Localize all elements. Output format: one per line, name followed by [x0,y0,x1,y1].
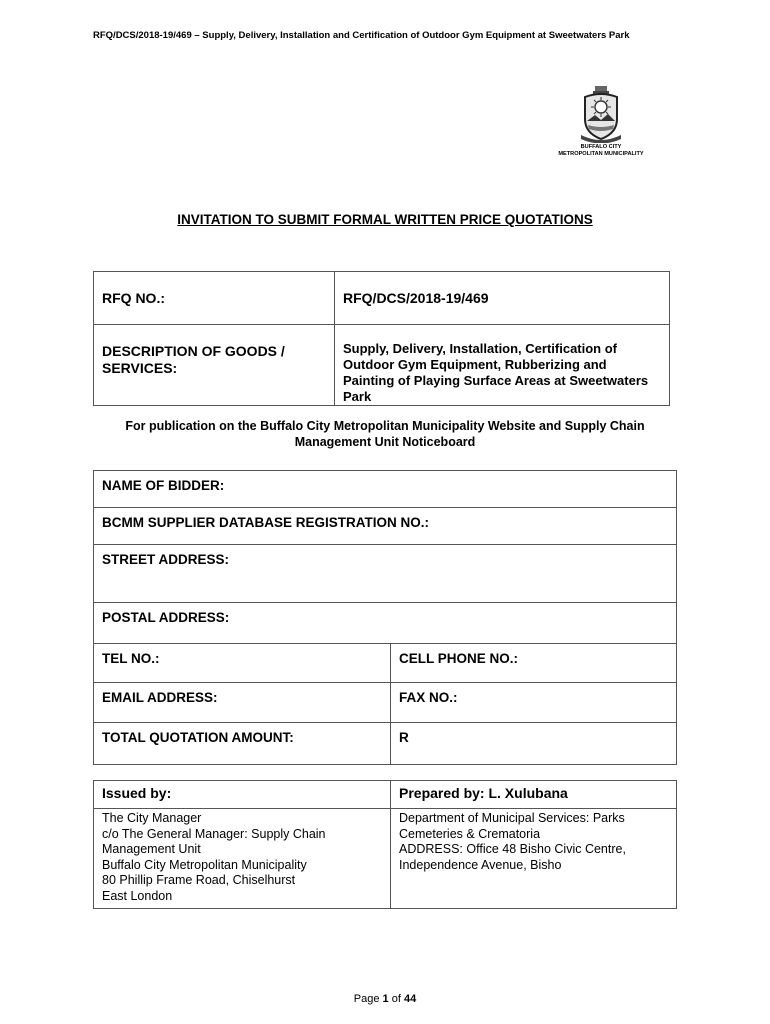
issued-by-line: East London [102,888,173,903]
running-header: RFQ/DCS/2018-19/469 – Supply, Delivery, Installation and Certification of Outdoor Gym Equipment at Sweetwaters Park [93,30,630,41]
page-total: 44 [403,993,417,1005]
issued-by-label: Issued by: [94,781,391,809]
municipality-logo [556,85,646,165]
page-current: 1 [382,993,389,1005]
prepared-by-address [391,809,677,909]
issued-by-line: Buffalo City Metropolitan Municipality [102,857,307,872]
issuer-table [93,780,677,909]
street-address-field[interactable]: STREET ADDRESS: [94,545,677,603]
rfq-number-label: RFQ NO.: [94,272,335,325]
total-amount-row [94,723,677,765]
issuer-header-row [94,781,677,809]
bidder-name-row [94,471,677,508]
issued-by-line: c/o The General Manager: Supply Chain Management Unit [102,826,326,856]
bidder-details-table [93,470,677,765]
street-address-row [94,545,677,603]
email-fax-row [94,683,677,723]
registration-row [94,508,677,545]
coat-of-arms-icon [579,85,623,143]
prepared-by-label: Prepared by: L. Xulubana [391,781,677,809]
page-of: of [388,993,404,1005]
page-prefix: Page [353,993,383,1005]
email-address-field[interactable]: EMAIL ADDRESS: [94,683,391,723]
issued-by-address [94,809,391,909]
fax-number-field[interactable]: FAX NO.: [391,683,677,723]
description-value: Supply, Delivery, Installation, Certification of Outdoor Gym Equipment, Rubberizing and Painting of Playing Surface Areas at Sweetwaters Park [335,325,670,406]
description-label: DESCRIPTION OF GOODS / SERVICES: [94,325,335,406]
prepared-by-line: Department of Municipal Services: Parks Cemeteries & Crematoria [399,811,625,841]
cell-phone-field[interactable]: CELL PHONE NO.: [391,644,677,683]
tel-number-field[interactable]: TEL NO.: [94,644,391,683]
publication-note: For publication on the Buffalo City Metropolitan Municipality Website and Supply Chain Management Unit Noticeboard [125,419,645,449]
page-title: INVITATION TO SUBMIT FORMAL WRITTEN PRICE QUOTATIONS [177,212,593,227]
total-amount-field[interactable]: R [391,723,677,765]
rfq-number-row [94,272,670,325]
description-row [94,325,670,406]
bidder-name-field[interactable]: NAME OF BIDDER: [94,471,677,508]
issued-by-line: 80 Phillip Frame Road, Chiselhurst [102,873,296,887]
registration-number-field[interactable]: BCMM SUPPLIER DATABASE REGISTRATION NO.: [94,508,677,545]
prepared-by-line: ADDRESS: Office 48 Bisho Civic Centre, Independence Avenue, Bisho [399,842,626,872]
postal-address-row [94,603,677,644]
postal-address-field[interactable]: POSTAL ADDRESS: [94,603,677,644]
logo-line-2: METROPOLITAN MUNICIPALITY [558,150,644,157]
total-amount-label: TOTAL QUOTATION AMOUNT: [94,723,391,765]
phone-row [94,644,677,683]
issued-by-line: The City Manager [102,811,202,825]
logo-line-1: BUFFALO CITY [580,144,622,150]
rfq-details-table [93,271,670,406]
page-number [0,993,770,1005]
issuer-details-row [94,809,677,909]
rfq-number-value: RFQ/DCS/2018-19/469 [335,272,670,325]
